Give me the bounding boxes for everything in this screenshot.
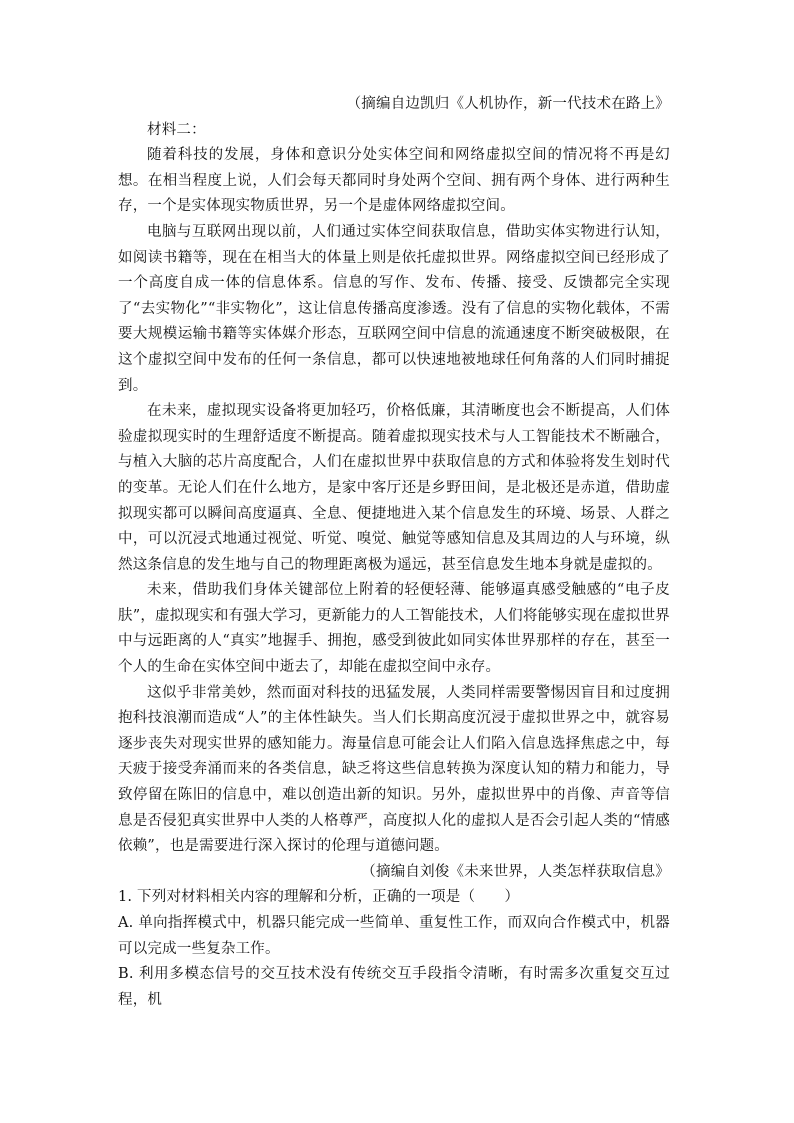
paragraph-4: 未来，借助我们身体关键部位上附着的轻便轻薄、能够逼真感受触感的“电子皮肤”，虚拟现实和有强大学习，更新能力的人工智能技术，人们将能够实现在虚拟世界中与远距离的人“真实”地握手、拥抱，感受到彼此如同实体世界那样的存在，甚至一个人的生命在实体空间中逝去了，却能在虚拟空间中永存。 bbox=[118, 582, 670, 676]
source-citation-2: （摘编自刘俊《未来世界，人类怎样获取信息》 bbox=[361, 863, 670, 880]
question-1-stem: 1. 下列对材料相关内容的理解和分析，正确的一项是（ ） bbox=[118, 889, 520, 906]
paragraph-2: 电脑与互联网出现以前，人们通过实体空间获取信息，借助实体实物进行认知，如阅读书籍等，现在在相当大的体量上则是依托虚拟世界。网络虚拟空间已经形成了一个高度自成一体的信息体系。信息的写作、发布、传播、接受、反馈都完全实现了“去实物化”“非实物化”，这让信息传播高度渗透。没有了信息的实物化载体，不需要大规模运输书籍等实体媒介形态，互联网空间中信息的流通速度不断突破极限，在这个虚拟空间中发布的任何一条信息，都可以快速地被地球任何角落的人们同时捕捉到。 bbox=[118, 223, 670, 394]
question-1-option-a: A. 单向指挥模式中，机器只能完成一些简单、重复性工作，而双向合作模式中，机器可以完成一些复杂工作。 bbox=[118, 915, 670, 957]
document-body bbox=[118, 92, 670, 1013]
paragraph-3: 在未来，虚拟现实设备将更加轻巧，价格低廉，其清晰度也会不断提高，人们体验虚拟现实时的生理舒适度不断提高。随着虚拟现实技术与人工智能技术不断融合，与植入大脑的芯片高度配合，人们在虚拟世界中获取信息的方式和体验将发生划时代的变革。无论人们在什么地方，是家中客厅还是乡野田间，是北极还是赤道，借助虚拟现实都可以瞬间高度逼真、全息、便捷地进入某个信息发生的环境、场景、人群之中，可以沉浸式地通过视觉、听觉、嗅觉、触觉等感知信息及其周边的人与环境，纵然这条信息的发生地与自己的物理距离极为遥远，甚至信息发生地本身就是虚拟的。 bbox=[118, 403, 670, 573]
paragraph-1: 随着科技的发展，身体和意识分处实体空间和网络虚拟空间的情况将不再是幻想。在相当程度上说，人们会每天都同时身处两个空间、拥有两个身体、进行两种生存，一个是实体现实物质世界，另一个是虚体网络虚拟空间。 bbox=[118, 147, 670, 215]
paragraph-5: 这似乎非常美妙，然而面对科技的迅猛发展，人类同样需要警惕因盲目和过度拥抱科技浪潮而造成“人”的主体性缺失。当人们长期高度沉浸于虚拟世界之中，就容易逐步丧失对现实世界的感知能力。海量信息可能会让人们陷入信息选择焦虑之中，每天疲于接受奔涌而来的各类信息，缺乏将这些信息转换为深度认知的精力和能力，导致停留在陈旧的信息中，难以创造出新的知识。另外，虚拟世界中的肖像、声音等信息是否侵犯真实世界中人类的人格尊严，高度拟人化的虚拟人是否会引起人类的“情感依赖”，也是需要进行深入探讨的伦理与道德问题。 bbox=[118, 684, 670, 855]
source-citation-1: （摘编自边凯归《人机协作，新一代技术在路上》 bbox=[346, 96, 670, 112]
material-2-heading: 材料二： bbox=[147, 121, 206, 138]
question-1-option-b: B. 利用多模态信号的交互技术没有传统交互手段指令清晰，有时需多次重复交互过程，机 bbox=[118, 966, 670, 1008]
